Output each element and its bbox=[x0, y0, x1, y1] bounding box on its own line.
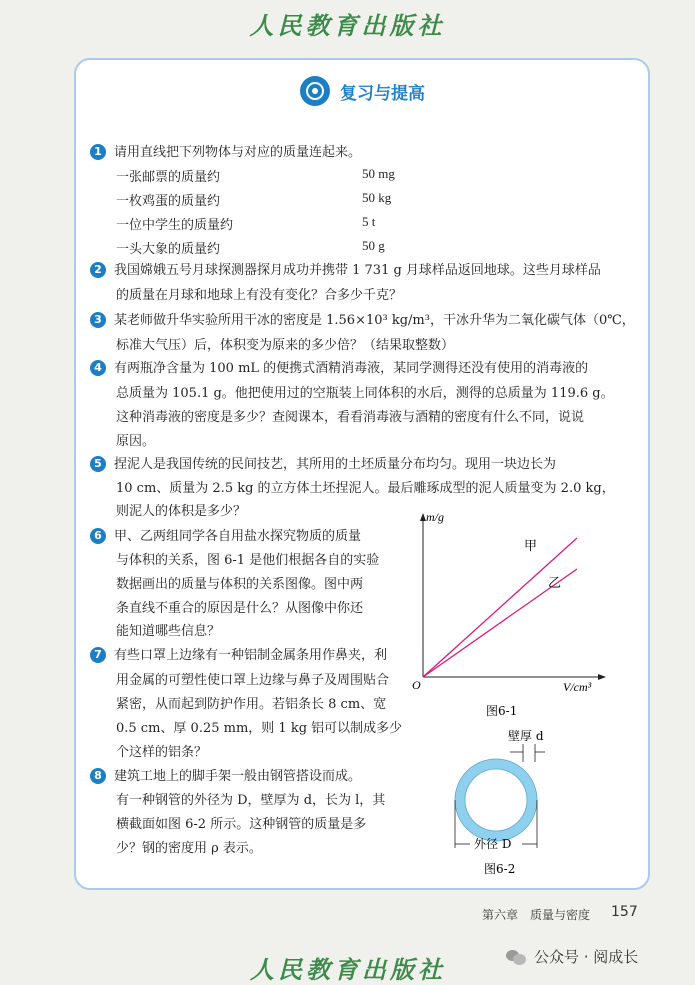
question-text: 总质量为 105.1 g。他把使用过的空瓶装上同体积的水后，测得的总质量为 119.6 g。 bbox=[116, 386, 614, 401]
question-number: 4 bbox=[90, 360, 106, 376]
x-axis-arrow-icon bbox=[598, 674, 606, 680]
question-number: 1 bbox=[90, 144, 106, 160]
question-5 bbox=[90, 452, 556, 477]
question-text: 有一种钢管的外径为 D，壁厚为 d，长为 l，其 bbox=[116, 793, 386, 808]
question-text: 数据画出的质量与体积的关系图像。图中两 bbox=[116, 577, 364, 592]
question-number: 6 bbox=[90, 528, 106, 544]
matching-value: 50 kg bbox=[362, 190, 392, 205]
matching-value: 5 t bbox=[362, 214, 376, 229]
target-icon bbox=[300, 76, 330, 106]
matching-item: 一张邮票的质量约 bbox=[116, 170, 221, 185]
series-label-jia: 甲 bbox=[524, 539, 538, 554]
page-number: 157 bbox=[611, 904, 638, 920]
origin-label: O bbox=[412, 678, 421, 692]
question-text: 则泥人的体积是多少？ bbox=[116, 504, 247, 519]
y-axis-label: m/g bbox=[426, 510, 444, 524]
question-text: 原因。 bbox=[116, 434, 156, 449]
question-number: 5 bbox=[90, 456, 106, 472]
question-6 bbox=[90, 524, 361, 549]
question-8 bbox=[90, 764, 361, 789]
question-text: 有些口罩上边缘有一种铝制金属条用作鼻夹，利 bbox=[114, 648, 388, 663]
question-text: 能知道哪些信息？ bbox=[116, 624, 221, 639]
figure-caption: 图6-1 bbox=[486, 704, 518, 718]
question-text: 有两瓶净含量为 100 mL 的便携式酒精消毒液，某同学测得还没有使用的消毒液的 bbox=[114, 361, 589, 376]
question-text: 10 cm、质量为 2.5 kg 的立方体土坯捏泥人。最后雕琢成型的泥人质量变为 2.0 kg， bbox=[116, 481, 615, 496]
question-text: 用金属的可塑性使口罩上边缘与鼻子及周围贴合 bbox=[116, 673, 390, 688]
question-text: 请用直线把下列物体与对应的质量连起来。 bbox=[114, 145, 362, 160]
pipe-inner-edge bbox=[465, 769, 527, 831]
question-2 bbox=[90, 258, 601, 283]
question-text: 个这样的铝条？ bbox=[116, 745, 208, 760]
question-text: 横截面如图 6-2 所示。这种钢管的质量是多 bbox=[116, 817, 367, 832]
question-1 bbox=[90, 140, 361, 165]
question-text: 与体积的关系，图 6-1 是他们根据各自的实验 bbox=[116, 553, 380, 568]
question-number: 7 bbox=[90, 647, 106, 663]
wall-thickness-label: 壁厚 d bbox=[508, 729, 544, 743]
question-text: 某老师做升华实验所用干冰的密度是 1.56×10³ kg/m³，干冰升华为二氧化碳气体（0℃， bbox=[114, 313, 635, 328]
question-text: 紧密，从而起到防护作用。若铝条长 8 cm、宽 bbox=[116, 697, 387, 712]
outer-diameter-label: 外径 D bbox=[474, 837, 512, 851]
question-text: 甲、乙两组同学各自用盐水探究物质的质量 bbox=[114, 529, 362, 544]
question-number: 3 bbox=[90, 312, 106, 328]
chapter-label: 第六章 质量与密度 bbox=[482, 908, 591, 922]
matching-value: 50 mg bbox=[362, 166, 395, 181]
section-title: 复习与提高 bbox=[340, 83, 425, 104]
matching-item: 一位中学生的质量约 bbox=[116, 218, 234, 233]
pipe-cross-section bbox=[460, 764, 532, 836]
publisher-logo-top: 人民教育出版社 bbox=[249, 11, 446, 40]
question-text: 的质量在月球和地球上有没有变化？合多少千克？ bbox=[116, 288, 403, 303]
question-text: 标准大气压）后，体积变为原来的多少倍？（结果取整数） bbox=[116, 338, 455, 353]
figure-6-2 bbox=[440, 722, 560, 882]
question-number: 8 bbox=[90, 768, 106, 784]
question-text: 我国嫦娥五号月球探测器探月成功并携带 1 731 g 月球样品返回地球。这些月球样品 bbox=[114, 263, 601, 278]
publisher-logo-bottom: 人民教育出版社 bbox=[250, 955, 446, 984]
section-header bbox=[300, 74, 425, 108]
question-text: 条直线不重合的原因是什么？从图像中你还 bbox=[116, 601, 364, 616]
question-text: 建筑工地上的脚手架一般由钢管搭设而成。 bbox=[114, 769, 362, 784]
x-axis-label: V/cm³ bbox=[563, 680, 592, 694]
figure-6-1 bbox=[400, 505, 610, 725]
wechat-watermark bbox=[506, 946, 638, 967]
matching-item: 一头大象的质量约 bbox=[116, 242, 221, 257]
question-number: 2 bbox=[90, 262, 106, 278]
series-label-yi: 乙 bbox=[548, 576, 562, 591]
question-4 bbox=[90, 356, 588, 381]
matching-value: 50 g bbox=[362, 238, 385, 253]
wechat-icon bbox=[506, 948, 528, 966]
series-line-jia bbox=[423, 538, 577, 677]
question-7 bbox=[90, 643, 387, 668]
question-text: 捏泥人是我国传统的民间技艺，其所用的土坯质量分布均匀。现用一块边长为 bbox=[114, 457, 557, 472]
matching-item: 一枚鸡蛋的质量约 bbox=[116, 194, 221, 209]
wechat-account-label: 公众号 · 阅成长 bbox=[534, 948, 639, 966]
question-text: 少？钢的密度用 ρ 表示。 bbox=[116, 841, 262, 856]
figure-caption: 图6-2 bbox=[484, 862, 516, 876]
question-text: 这种消毒液的密度是多少？查阅课本，看看消毒液与酒精的密度有什么不同，说说 bbox=[116, 410, 585, 425]
question-3 bbox=[90, 308, 635, 333]
question-text: 0.5 cm、厚 0.25 mm，则 1 kg 铝可以制成多少 bbox=[116, 721, 403, 736]
